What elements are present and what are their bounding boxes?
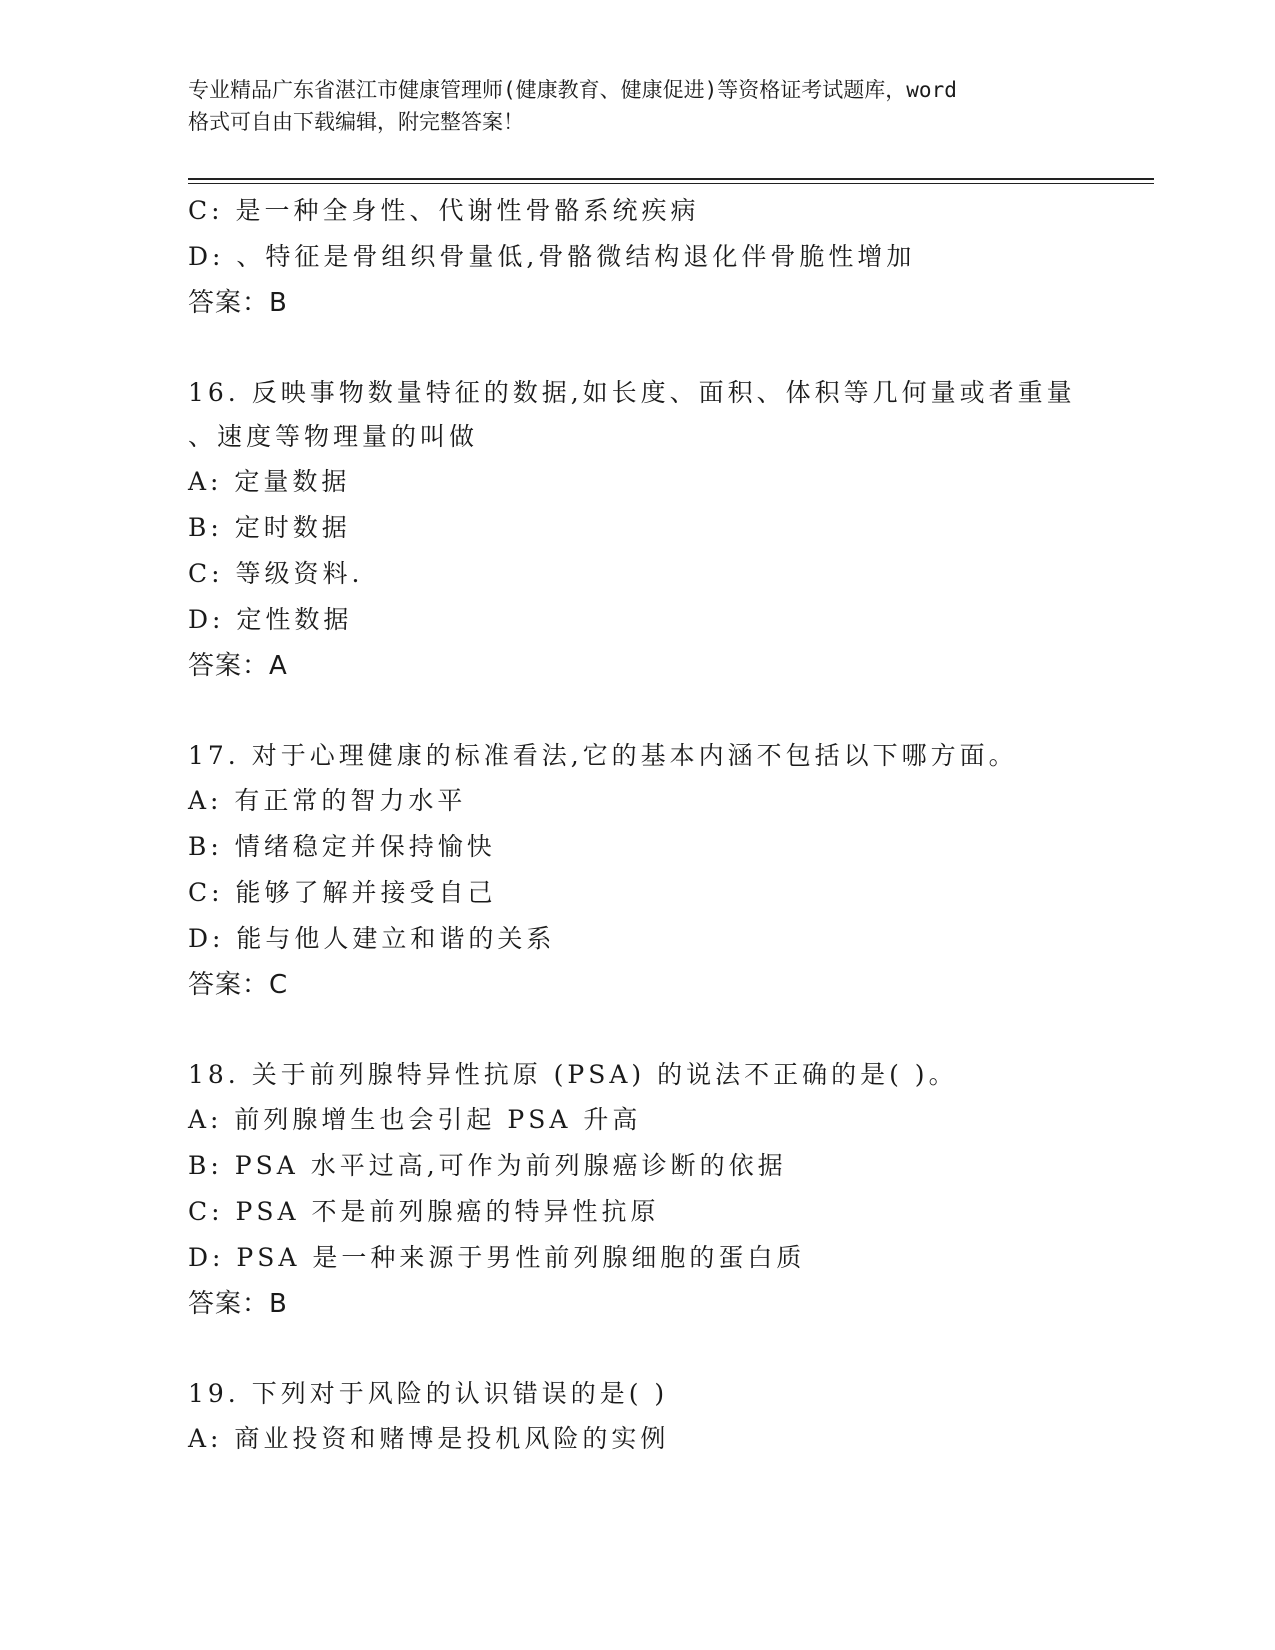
question-stem-continued: 、速度等物理量的叫做	[188, 422, 479, 451]
question-list	[188, 188, 1148, 1462]
header-line-2: 格式可自由下载编辑，附完整答案！	[188, 110, 524, 134]
answer-line: 答案：B	[188, 288, 288, 318]
option-a: A: 定量数据	[188, 467, 351, 496]
option-d: D: 能与他人建立和谐的关系	[188, 924, 556, 953]
question-16	[188, 371, 1148, 689]
option-a: A: 有正常的智力水平	[188, 786, 467, 815]
answer-line: 答案：A	[188, 651, 288, 681]
header-rule-thick	[188, 178, 1154, 180]
option-d: D: PSA 是一种来源于男性前列腺细胞的蛋白质	[188, 1243, 806, 1272]
question-15-continued	[188, 188, 1148, 326]
answer-line: 答案：C	[188, 970, 289, 1000]
question-stem: 17. 对于心理健康的标准看法,它的基本内涵不包括以下哪方面。	[188, 741, 1018, 770]
option-b: B: 定时数据	[188, 513, 351, 542]
document-header	[188, 74, 1088, 138]
question-stem: 16. 反映事物数量特征的数据,如长度、面积、体积等几何量或者重量	[188, 378, 1076, 407]
question-stem: 19. 下列对于风险的认识错误的是( )	[188, 1379, 669, 1408]
option-d: D: 定性数据	[188, 605, 353, 634]
question-stem: 18. 关于前列腺特异性抗原 (PSA) 的说法不正确的是( )。	[188, 1060, 958, 1089]
header-line-1: 专业精品广东省湛江市健康管理师(健康教育、健康促进)等资格证考试题库，word	[188, 78, 957, 102]
option-b: B: 情绪稳定并保持愉快	[188, 832, 496, 861]
answer-line: 答案：B	[188, 1289, 288, 1319]
option-a: A: 商业投资和赌博是投机风险的实例	[188, 1424, 670, 1453]
option-a: A: 前列腺增生也会引起 PSA 升高	[188, 1105, 642, 1134]
option-b: B: PSA 水平过高,可作为前列腺癌诊断的依据	[188, 1151, 787, 1180]
option-c: C: 是一种全身性、代谢性骨骼系统疾病	[188, 196, 700, 225]
option-d: D: 、特征是骨组织骨量低,骨骼微结构退化伴骨脆性增加	[188, 242, 916, 271]
header-rule-thin	[188, 183, 1154, 184]
option-c: C: PSA 不是前列腺癌的特异性抗原	[188, 1197, 660, 1226]
question-18	[188, 1053, 1148, 1327]
question-17	[188, 734, 1148, 1008]
option-c: C: 能够了解并接受自己	[188, 878, 497, 907]
question-19	[188, 1372, 1148, 1462]
option-c: C: 等级资料.	[188, 559, 364, 588]
